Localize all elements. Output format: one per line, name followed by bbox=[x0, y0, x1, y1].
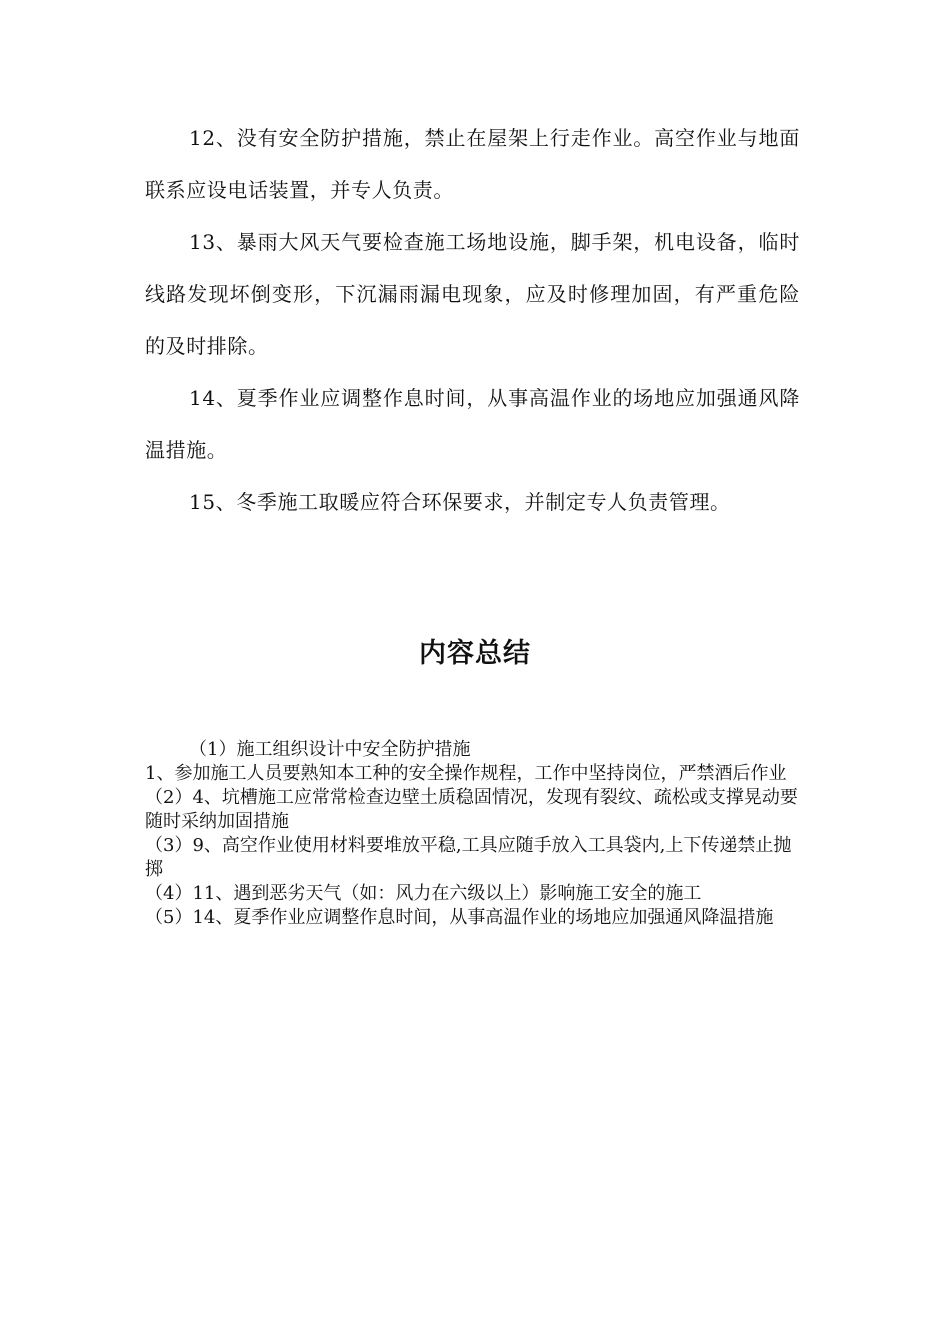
summary-item: （4）11、遇到恶劣天气（如：风力在六级以上）影响施工安全的施工 bbox=[145, 883, 702, 904]
paragraph-item-14: 14、夏季作业应调整作息时间，从事高温作业的场地应加强通风降温措施。 bbox=[145, 386, 800, 462]
paragraph-item-13: 13、暴雨大风天气要检查施工场地设施，脚手架，机电设备，临时线路发现坏倒变形，下沉漏雨漏电现象，应及时修理加固，有严重危险的及时排除。 bbox=[145, 230, 800, 358]
paragraph-item-12: 12、没有安全防护措施，禁止在屋架上行走作业。高空作业与地面联系应设电话装置，并专人负责。 bbox=[145, 126, 800, 202]
summary-item: （2）4、坑槽施工应常常检查边壁土质稳固情况，发现有裂纹、疏松或支撑晃动要随时采纳加固措施 bbox=[145, 787, 798, 832]
summary-title: 内容总结 bbox=[419, 638, 531, 669]
summary-body bbox=[145, 738, 805, 930]
safety-measures-body bbox=[145, 112, 800, 528]
summary-item: 1、参加施工人员要熟知本工种的安全操作规程，工作中坚持岗位，严禁酒后作业 bbox=[145, 763, 787, 784]
paragraph-item-15: 15、冬季施工取暖应符合环保要求，并制定专人负责管理。 bbox=[189, 490, 731, 514]
summary-item: （5）14、夏季作业应调整作息时间，从事高温作业的场地应加强通风降温措施 bbox=[145, 907, 774, 928]
summary-item: （3）9、高空作业使用材料要堆放平稳,工具应随手放入工具袋内,上下传递禁止抛掷 bbox=[145, 835, 792, 880]
summary-heading: （1）施工组织设计中安全防护措施 bbox=[189, 739, 471, 760]
